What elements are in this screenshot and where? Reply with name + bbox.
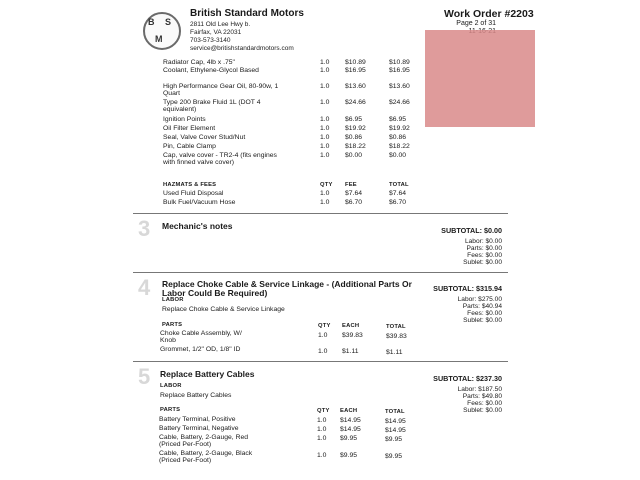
part-desc: Coolant, Ethylene-Glycol Based	[163, 67, 259, 74]
part-qty: 1.0	[317, 417, 327, 424]
hazmats-header: HAZMATS & FEES	[163, 182, 217, 188]
part-qty: 1.0	[320, 83, 330, 90]
section-title: Replace Battery Cables	[160, 369, 255, 379]
company-logo	[143, 12, 181, 50]
parts-header: PARTS	[162, 322, 183, 328]
part-qty: 1.0	[320, 59, 330, 66]
fee-qty: 1.0	[320, 199, 330, 206]
fee-desc: Used Fluid Disposal	[163, 190, 224, 197]
part-qty: 1.0	[318, 332, 328, 339]
section-number: 3	[138, 216, 151, 241]
fee-qty: 1.0	[320, 190, 330, 197]
part-total: $0.86	[389, 134, 407, 141]
part-desc: Seal, Valve Cover Stud/Nut	[163, 134, 246, 141]
part-total: $14.95	[385, 418, 406, 425]
fee-each: $7.64	[345, 190, 363, 197]
section-number: 5	[138, 364, 151, 389]
page-indicator: Page 2 of 31	[456, 20, 496, 27]
part-qty: 1.0	[320, 134, 330, 141]
part-each: $6.95	[345, 116, 363, 123]
email-address: service@britishstandardmotors.com	[190, 45, 294, 52]
section-number: 4	[138, 275, 151, 300]
part-desc: Cap, valve cover - TR2-4 (fits engines with finned valve cover)	[163, 152, 277, 167]
labor-desc: Replace Battery Cables	[160, 392, 232, 399]
parts-amount: Parts: $40.94	[462, 303, 502, 310]
part-desc: Ignition Points	[163, 116, 206, 123]
part-each: $9.95	[340, 452, 358, 459]
part-each: $39.83	[342, 332, 363, 339]
section-title: Mechanic's notes	[162, 221, 233, 231]
each-header: EACH	[340, 408, 358, 414]
part-each: $14.95	[340, 417, 361, 424]
labor-amount: Labor: $0.00	[464, 238, 502, 245]
logo-letter-b: B	[148, 17, 155, 27]
section-subtotal: SUBTOTAL: $315.94	[433, 284, 502, 293]
part-desc: Pin, Cable Clamp	[163, 143, 216, 150]
part-each: $1.11	[342, 348, 359, 355]
fees-amount: Fees: $0.00	[467, 310, 502, 317]
paper-stamp	[425, 30, 535, 127]
section-subtotal: SUBTOTAL: $237.30	[433, 374, 502, 383]
parts-amount: Parts: $49.80	[462, 393, 502, 400]
address-line: Fairfax, VA 22031	[190, 29, 242, 36]
part-qty: 1.0	[320, 152, 330, 159]
fee-desc: Bulk Fuel/Vacuum Hose	[163, 199, 236, 206]
part-qty: 1.0	[317, 452, 327, 459]
part-each: $19.92	[345, 125, 366, 132]
total-header: TOTAL	[385, 409, 405, 415]
part-desc: Cable, Battery, 2-Gauge, Red (Priced Per-Foot)	[159, 434, 249, 449]
qty-header: QTY	[318, 323, 331, 329]
part-desc: Grommet, 1/2" OD, 1/8" ID	[160, 346, 241, 353]
logo-letter-m: M	[155, 34, 163, 44]
section-divider	[133, 272, 508, 273]
fee-each: $6.70	[345, 199, 363, 206]
part-each: $18.22	[345, 143, 366, 150]
section-title: Replace Choke Cable & Service Linkage - (Additional Parts Or Labor Could Be Required)	[162, 279, 412, 298]
section-subtotal: SUBTOTAL: $0.00	[441, 226, 502, 235]
part-total: $19.92	[389, 125, 410, 132]
part-qty: 1.0	[318, 348, 328, 355]
labor-header: LABOR	[162, 297, 184, 303]
part-qty: 1.0	[320, 143, 330, 150]
sublet-amount: Sublet: $0.00	[463, 317, 502, 324]
part-total: $6.95	[389, 116, 407, 123]
each-header: EACH	[342, 323, 360, 329]
qty-header: QTY	[320, 182, 333, 188]
part-total: $9.95	[385, 436, 403, 443]
part-qty: 1.0	[320, 99, 330, 106]
fee-total: $6.70	[389, 199, 407, 206]
part-each: $9.95	[340, 435, 358, 442]
total-header: TOTAL	[389, 182, 409, 188]
address-line: 2811 Old Lee Hwy b.	[190, 21, 251, 28]
fee-header: FEE	[345, 182, 357, 188]
part-each: $24.66	[345, 99, 366, 106]
part-total: $13.60	[389, 83, 410, 90]
part-each: $10.89	[345, 59, 366, 66]
fees-amount: Fees: $0.00	[467, 252, 502, 259]
part-desc: Cable, Battery, 2-Gauge, Black (Priced Per-Foot)	[159, 450, 253, 465]
part-total: $10.89	[389, 59, 410, 66]
section-divider	[133, 361, 508, 362]
sublet-amount: Sublet: $0.00	[463, 407, 502, 414]
part-desc: Choke Cable Assembly, W/ Knob	[160, 330, 242, 345]
part-each: $0.86	[345, 134, 363, 141]
labor-desc: Replace Choke Cable & Service Linkage	[162, 306, 285, 313]
labor-amount: Labor: $187.50	[457, 386, 502, 393]
qty-header: QTY	[317, 408, 330, 414]
fees-amount: Fees: $0.00	[467, 400, 502, 407]
work-order-number: Work Order #2203	[444, 8, 534, 20]
section-divider	[133, 213, 508, 214]
part-total: $24.66	[389, 99, 410, 106]
part-each: $0.00	[345, 152, 363, 159]
phone-number: 703-573-3140	[190, 37, 231, 44]
part-total: $1.11	[386, 349, 403, 356]
part-desc: Oil Filter Element	[163, 125, 216, 132]
part-qty: 1.0	[320, 116, 330, 123]
total-header: TOTAL	[386, 324, 406, 330]
part-total: $9.95	[385, 453, 403, 460]
company-name: British Standard Motors	[190, 8, 304, 19]
part-total: $39.83	[386, 333, 407, 340]
part-each: $16.95	[345, 67, 366, 74]
part-desc: Type 200 Brake Fluid 1L (DOT 4 equivalent)	[163, 99, 261, 114]
labor-header: LABOR	[160, 383, 182, 389]
part-qty: 1.0	[317, 435, 327, 442]
part-desc: High Performance Gear Oil, 80-90w, 1 Quart	[163, 83, 279, 98]
part-desc: Battery Terminal, Positive	[159, 416, 236, 423]
part-qty: 1.0	[320, 125, 330, 132]
parts-amount: Parts: $0.00	[466, 245, 502, 252]
part-desc: Battery Terminal, Negative	[159, 425, 239, 432]
sublet-amount: Sublet: $0.00	[463, 259, 502, 266]
labor-amount: Labor: $275.00	[457, 296, 502, 303]
part-total: $18.22	[389, 143, 410, 150]
part-desc: Radiator Cap, 4lb x .75"	[163, 59, 235, 66]
part-each: $14.95	[340, 426, 361, 433]
part-total: $16.95	[389, 67, 410, 74]
logo-letter-s: S	[165, 17, 172, 27]
part-total: $14.95	[385, 427, 406, 434]
parts-header: PARTS	[160, 407, 181, 413]
part-total: $0.00	[389, 152, 407, 159]
part-qty: 1.0	[320, 67, 330, 74]
part-qty: 1.0	[317, 426, 327, 433]
part-each: $13.60	[345, 83, 366, 90]
fee-total: $7.64	[389, 190, 407, 197]
